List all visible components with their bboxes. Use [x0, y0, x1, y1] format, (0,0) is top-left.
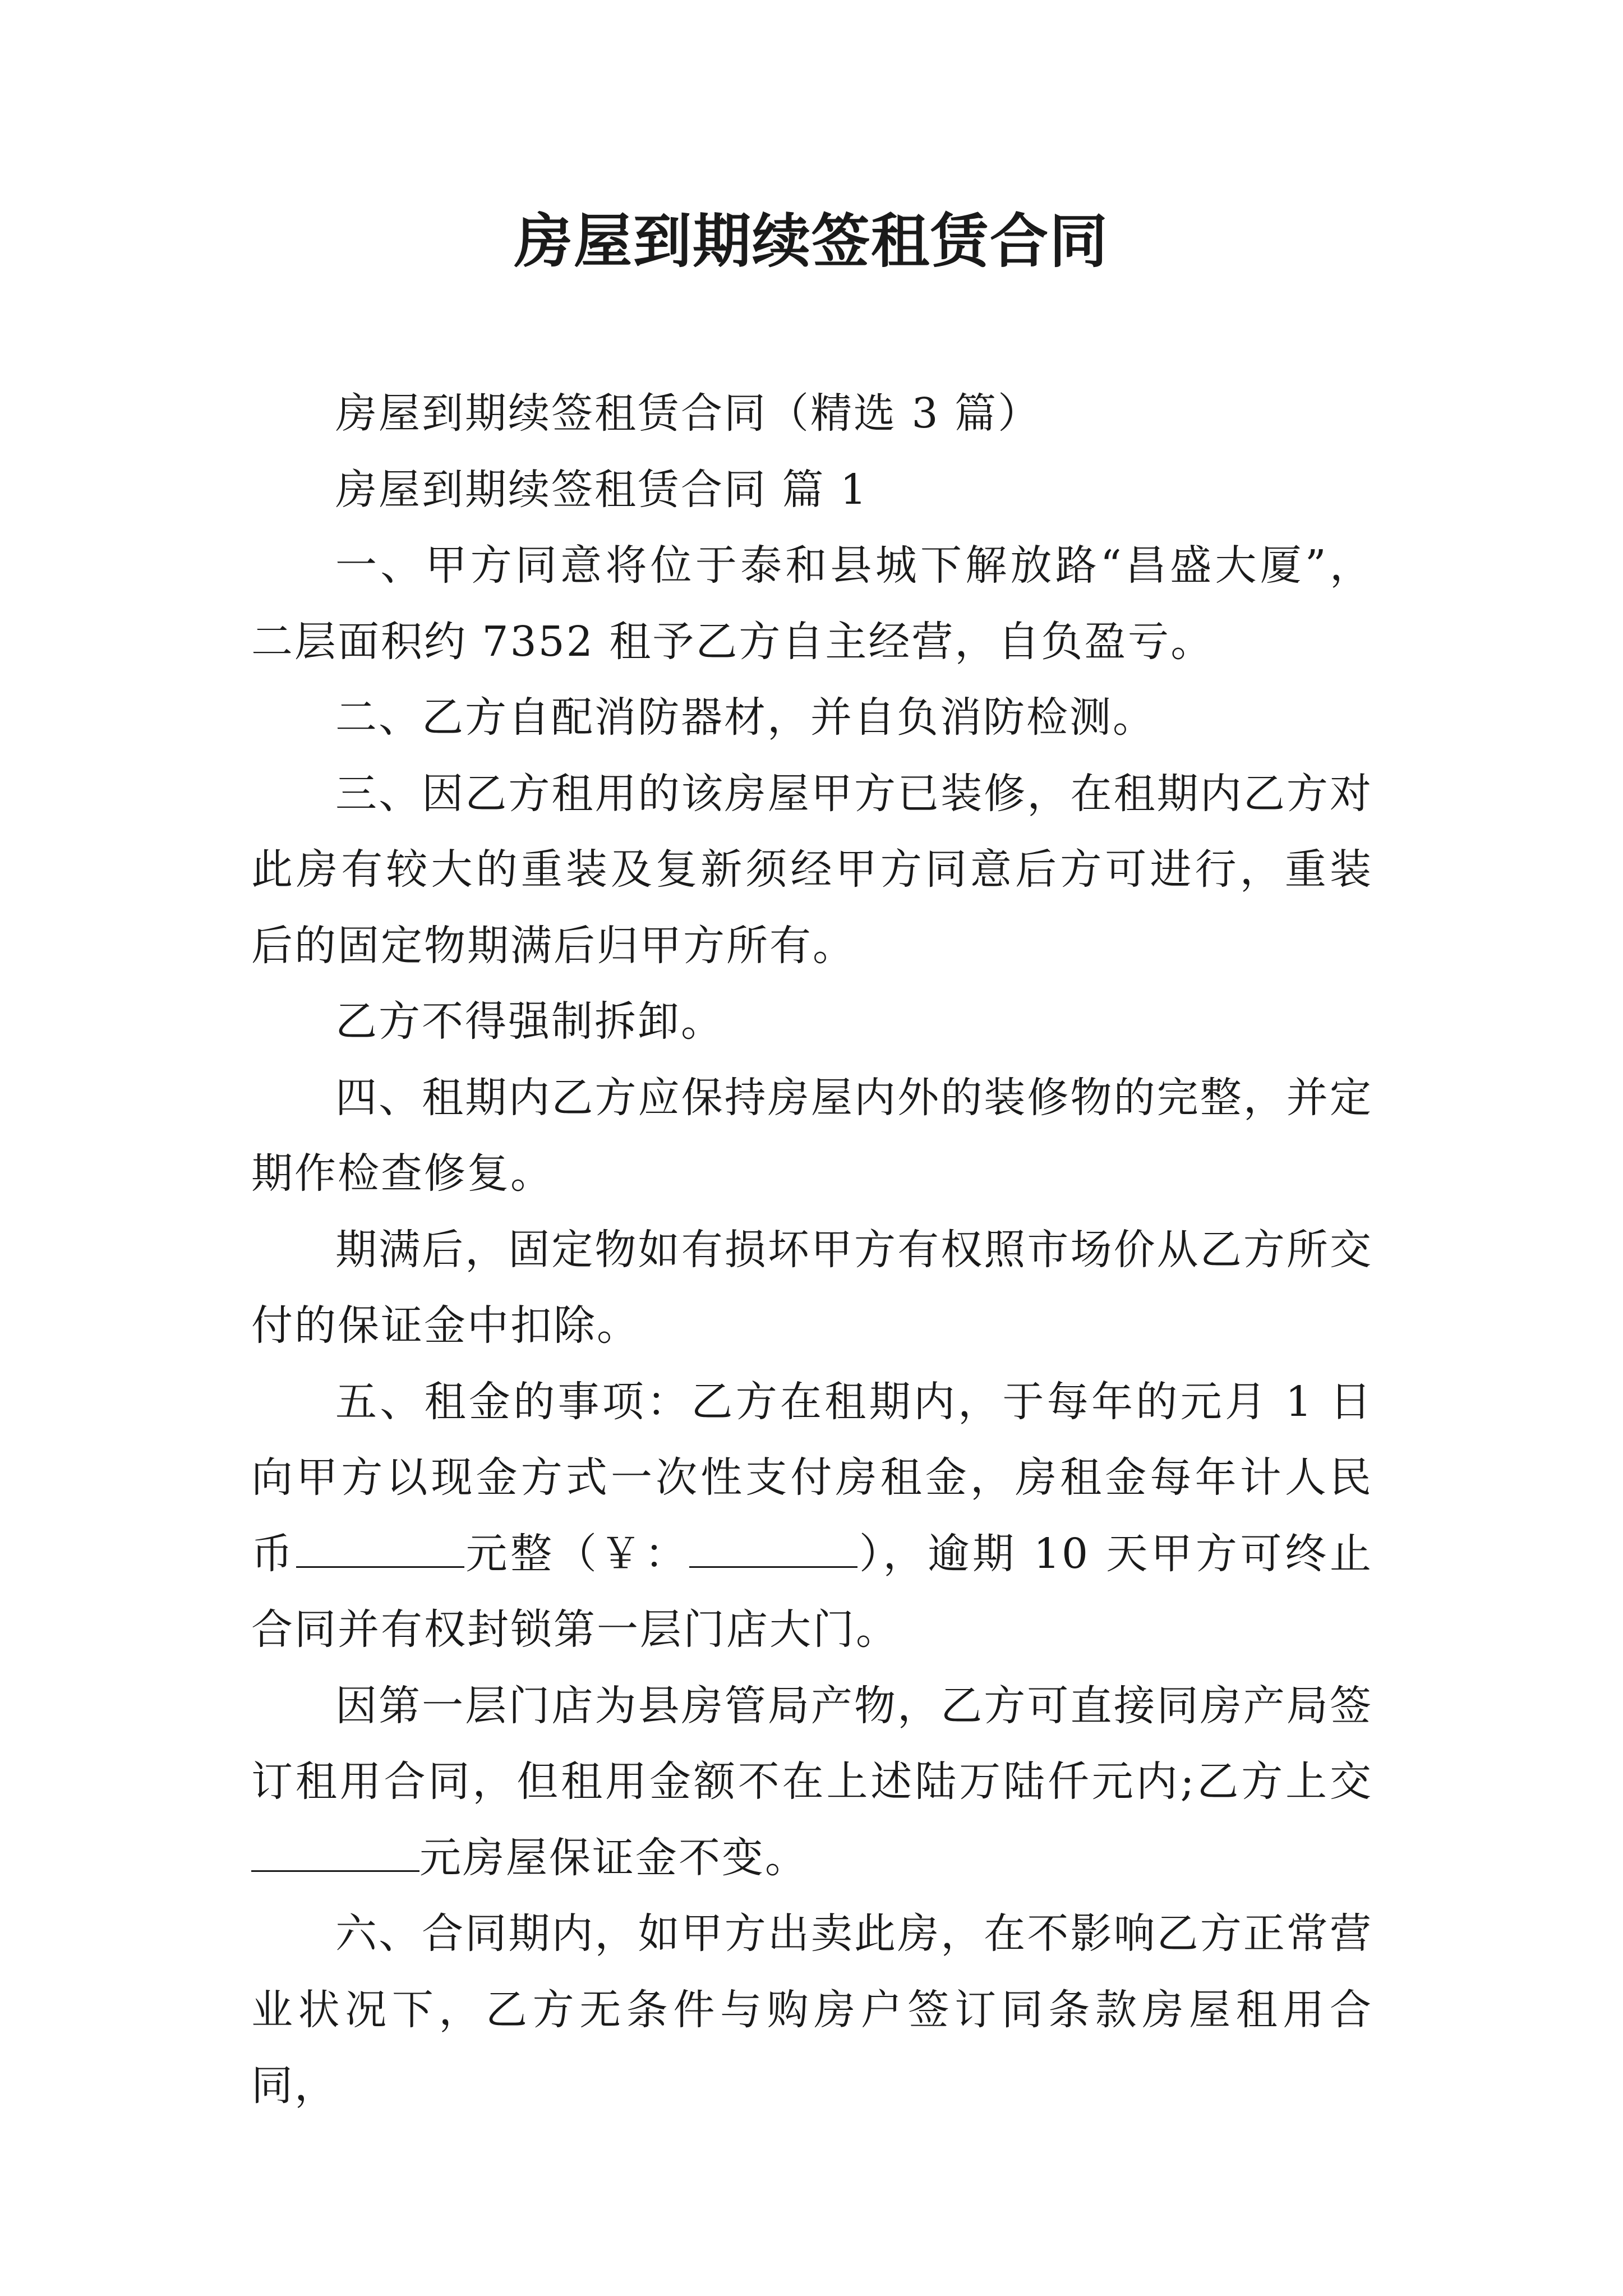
- paragraph-clause-3: 三、因乙方租用的该房屋甲方已装修，在租期内乙方对此房有较大的重装及复新须经甲方同意后方可进行，重装后的固定物期满后归甲方所有。: [251, 769, 1373, 970]
- paragraph-clause-5: [251, 1364, 1373, 1668]
- paragraph-section-heading: 房屋到期续签租赁合同 篇 1: [335, 465, 869, 514]
- paragraph-clause-3-note: 乙方不得强制拆卸。: [335, 997, 724, 1046]
- deposit-amount-blank: [251, 1835, 419, 1872]
- paragraph-store-note: [251, 1668, 1373, 1897]
- paragraph-clause-4: 四、租期内乙方应保持房屋内外的装修物的完整，并定期作检查修复。: [251, 1073, 1373, 1198]
- paragraph-clause-2: 二、乙方自配消防器材，并自负消防检测。: [335, 693, 1156, 742]
- paragraph-clause-4-note: 期满后，固定物如有损坏甲方有权照市场价从乙方所交付的保证金中扣除。: [251, 1225, 1373, 1350]
- clause-5-cont-2: ），逾期 10 天甲方可终止合同并有权封锁第一层门店大门。: [251, 1529, 1373, 1654]
- paragraph-subtitle: 房屋到期续签租赁合同（精选 3 篇）: [335, 389, 1041, 438]
- clause-5-cont-1: 元整（￥：: [464, 1529, 690, 1578]
- document-title: 房屋到期续签租赁合同: [514, 207, 1109, 275]
- rent-amount-blank: [296, 1531, 464, 1568]
- store-note-text: 因第一层门店为县房管局产物，乙方可直接同房产局签订租用合同，但租用金额不在上述陆万陆仟元内;乙方上交: [251, 1681, 1373, 1806]
- paragraph-clause-1: 一、甲方同意将位于泰和县城下解放路“昌盛大厦”，二层面积约 7352 租予乙方自主经营，自负盈亏。: [251, 541, 1373, 666]
- rent-figure-blank: [689, 1531, 857, 1568]
- deposit-cont-text: 元房屋保证金不变。: [419, 1833, 808, 1882]
- clause-5-text: 五、租金的事项：乙方在租期内，于每年的元月 1 日向甲方以现金方式一次性支付房租金，房租金每年计人民币: [251, 1377, 1373, 1578]
- document-body: [251, 376, 1373, 2124]
- paragraph-clause-6: 六、合同期内，如甲方出卖此房，在不影响乙方正常营业状况下，乙方无条件与购房户签订同条款房屋租用合同，: [251, 1910, 1373, 2110]
